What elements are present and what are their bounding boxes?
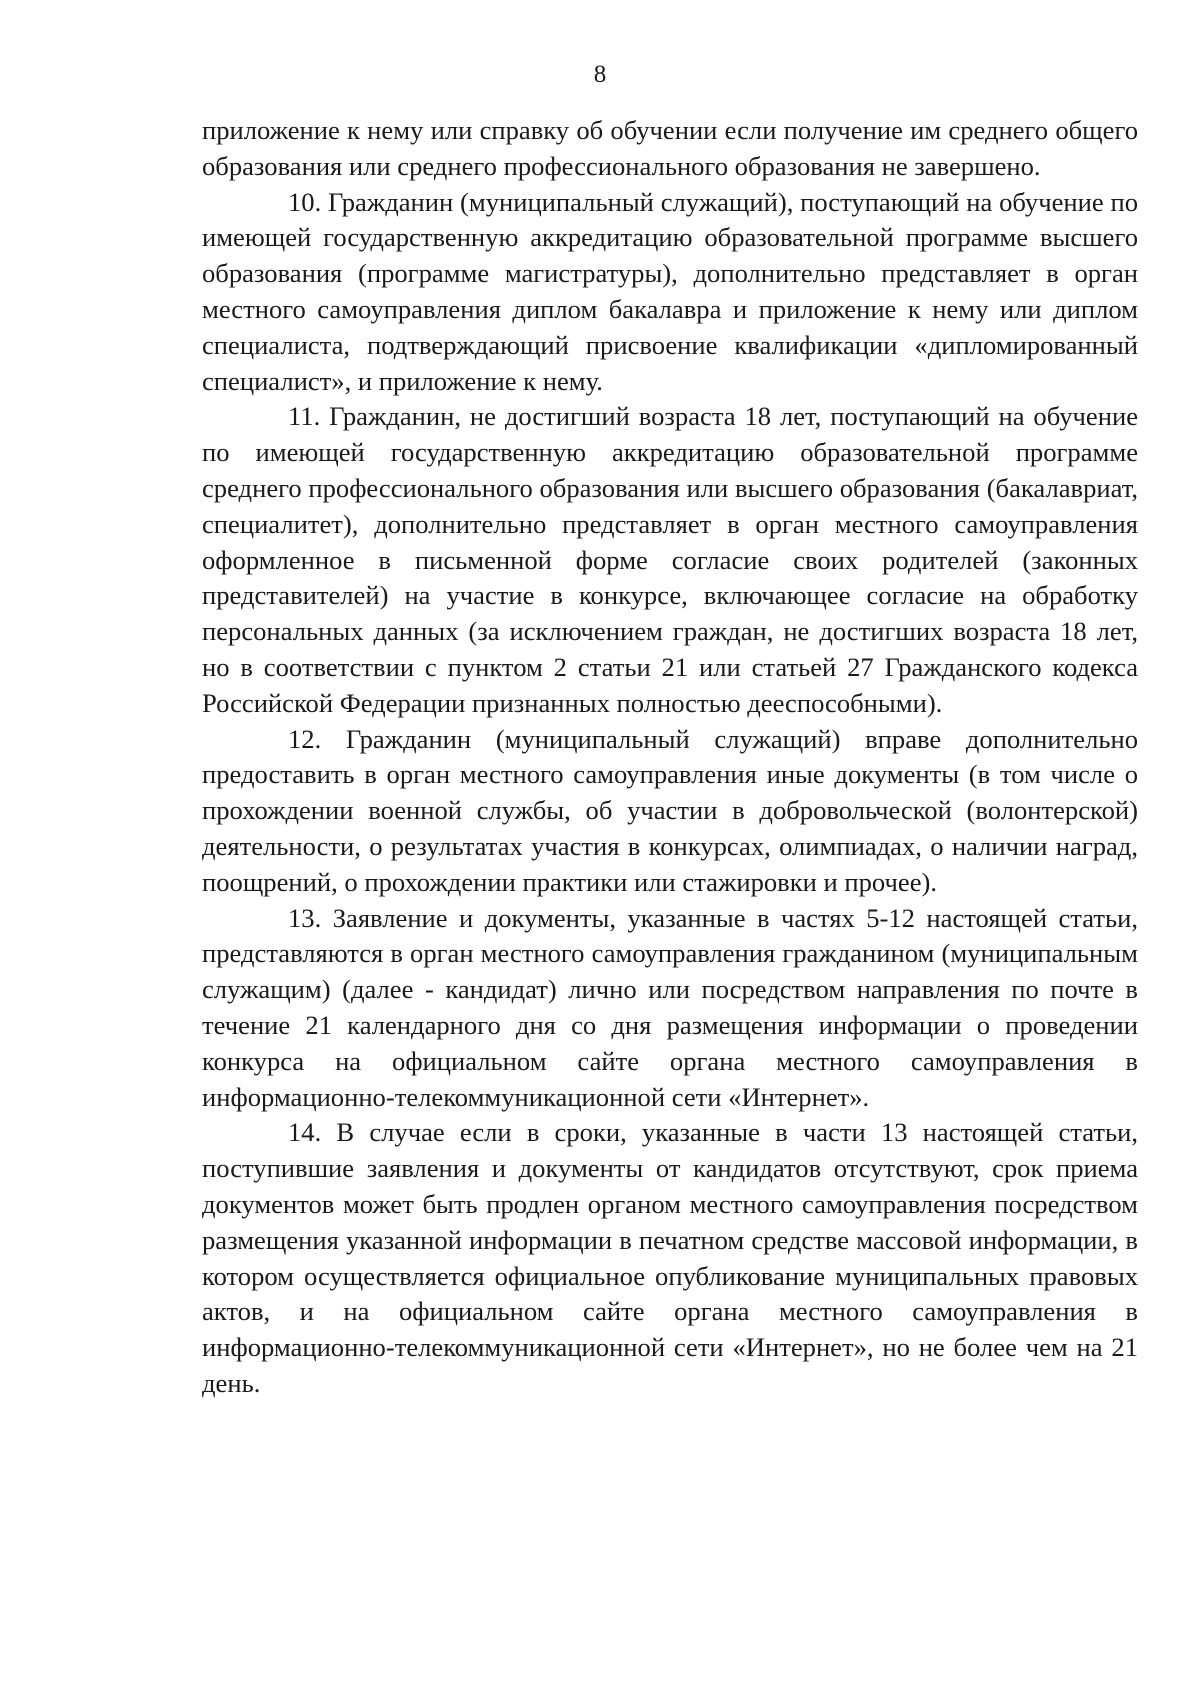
- page-number: 8: [593, 61, 607, 88]
- paragraph-continuation: приложение к нему или справку об обучении если получение им среднего общего образования или среднего профессионального образования не завершено.: [202, 115, 1138, 181]
- paragraph-10: 10. Гражданин (муниципальный служащий), поступающий на обучение по имеющей государственную аккредитацию образовательной программе высшего образования (программе магистратуры), дополнительно представляет в орган местного самоуправления диплом бакалавра и приложение к нему или диплом специалиста, подтверждающий присвоение квалификации «дипломированный специалист», и приложение к нему.: [202, 186, 1138, 396]
- paragraph-11: 11. Гражданин, не достигший возраста 18 лет, поступающий на обучение по имеющей государственную аккредитацию образовательной программе среднего профессионального образования или высшего образования (бакалавриат, специалитет), дополнительно представляет в орган местного самоуправления оформленное в письменной форме согласие своих родителей (законных представителей) на участие в конкурсе, включающее согласие на обработку персональных данных (за исключением граждан, не достигших возраста 18 лет, но в соответствии с пунктом 2 статьи 21 или статьей 27 Гражданского кодекса Российской Федерации признанных полностью дееспособными).: [202, 401, 1138, 718]
- paragraph-14: 14. В случае если в сроки, указанные в части 13 настоящей статьи, поступившие заявления и документы от кандидатов отсутствуют, срок приема документов может быть продлен органом местного самоуправления посредством размещения указанной информации в печатном средстве массовой информации, в котором осуществляется официальное опубликование муниципальных правовых актов, и на официальном сайте органа местного самоуправления в информационно-телекоммуникационной сети «Интернет», но не более чем на 21 день.: [202, 1117, 1138, 1398]
- paragraph-12: 12. Гражданин (муниципальный служащий) вправе дополнительно предоставить в орган местного самоуправления иные документы (в том числе о прохождении военной службы, об участии в добровольческой (волонтерской) деятельности, о результатах участия в конкурсах, олимпиадах, о наличии наград, поощрений, о прохождении практики или стажировки и прочее).: [202, 723, 1138, 897]
- document-body: [202, 113, 1138, 1402]
- paragraph-13: 13. Заявление и документы, указанные в частях 5-12 настоящей статьи, представляются в орган местного самоуправления гражданином (муниципальным служащим) (далее - кандидат) лично или посредством направления по почте в течение 21 календарного дня со дня размещения информации о проведении конкурса на официальном сайте органа местного самоуправления в информационно-телекоммуникационной сети «Интернет».: [202, 902, 1138, 1112]
